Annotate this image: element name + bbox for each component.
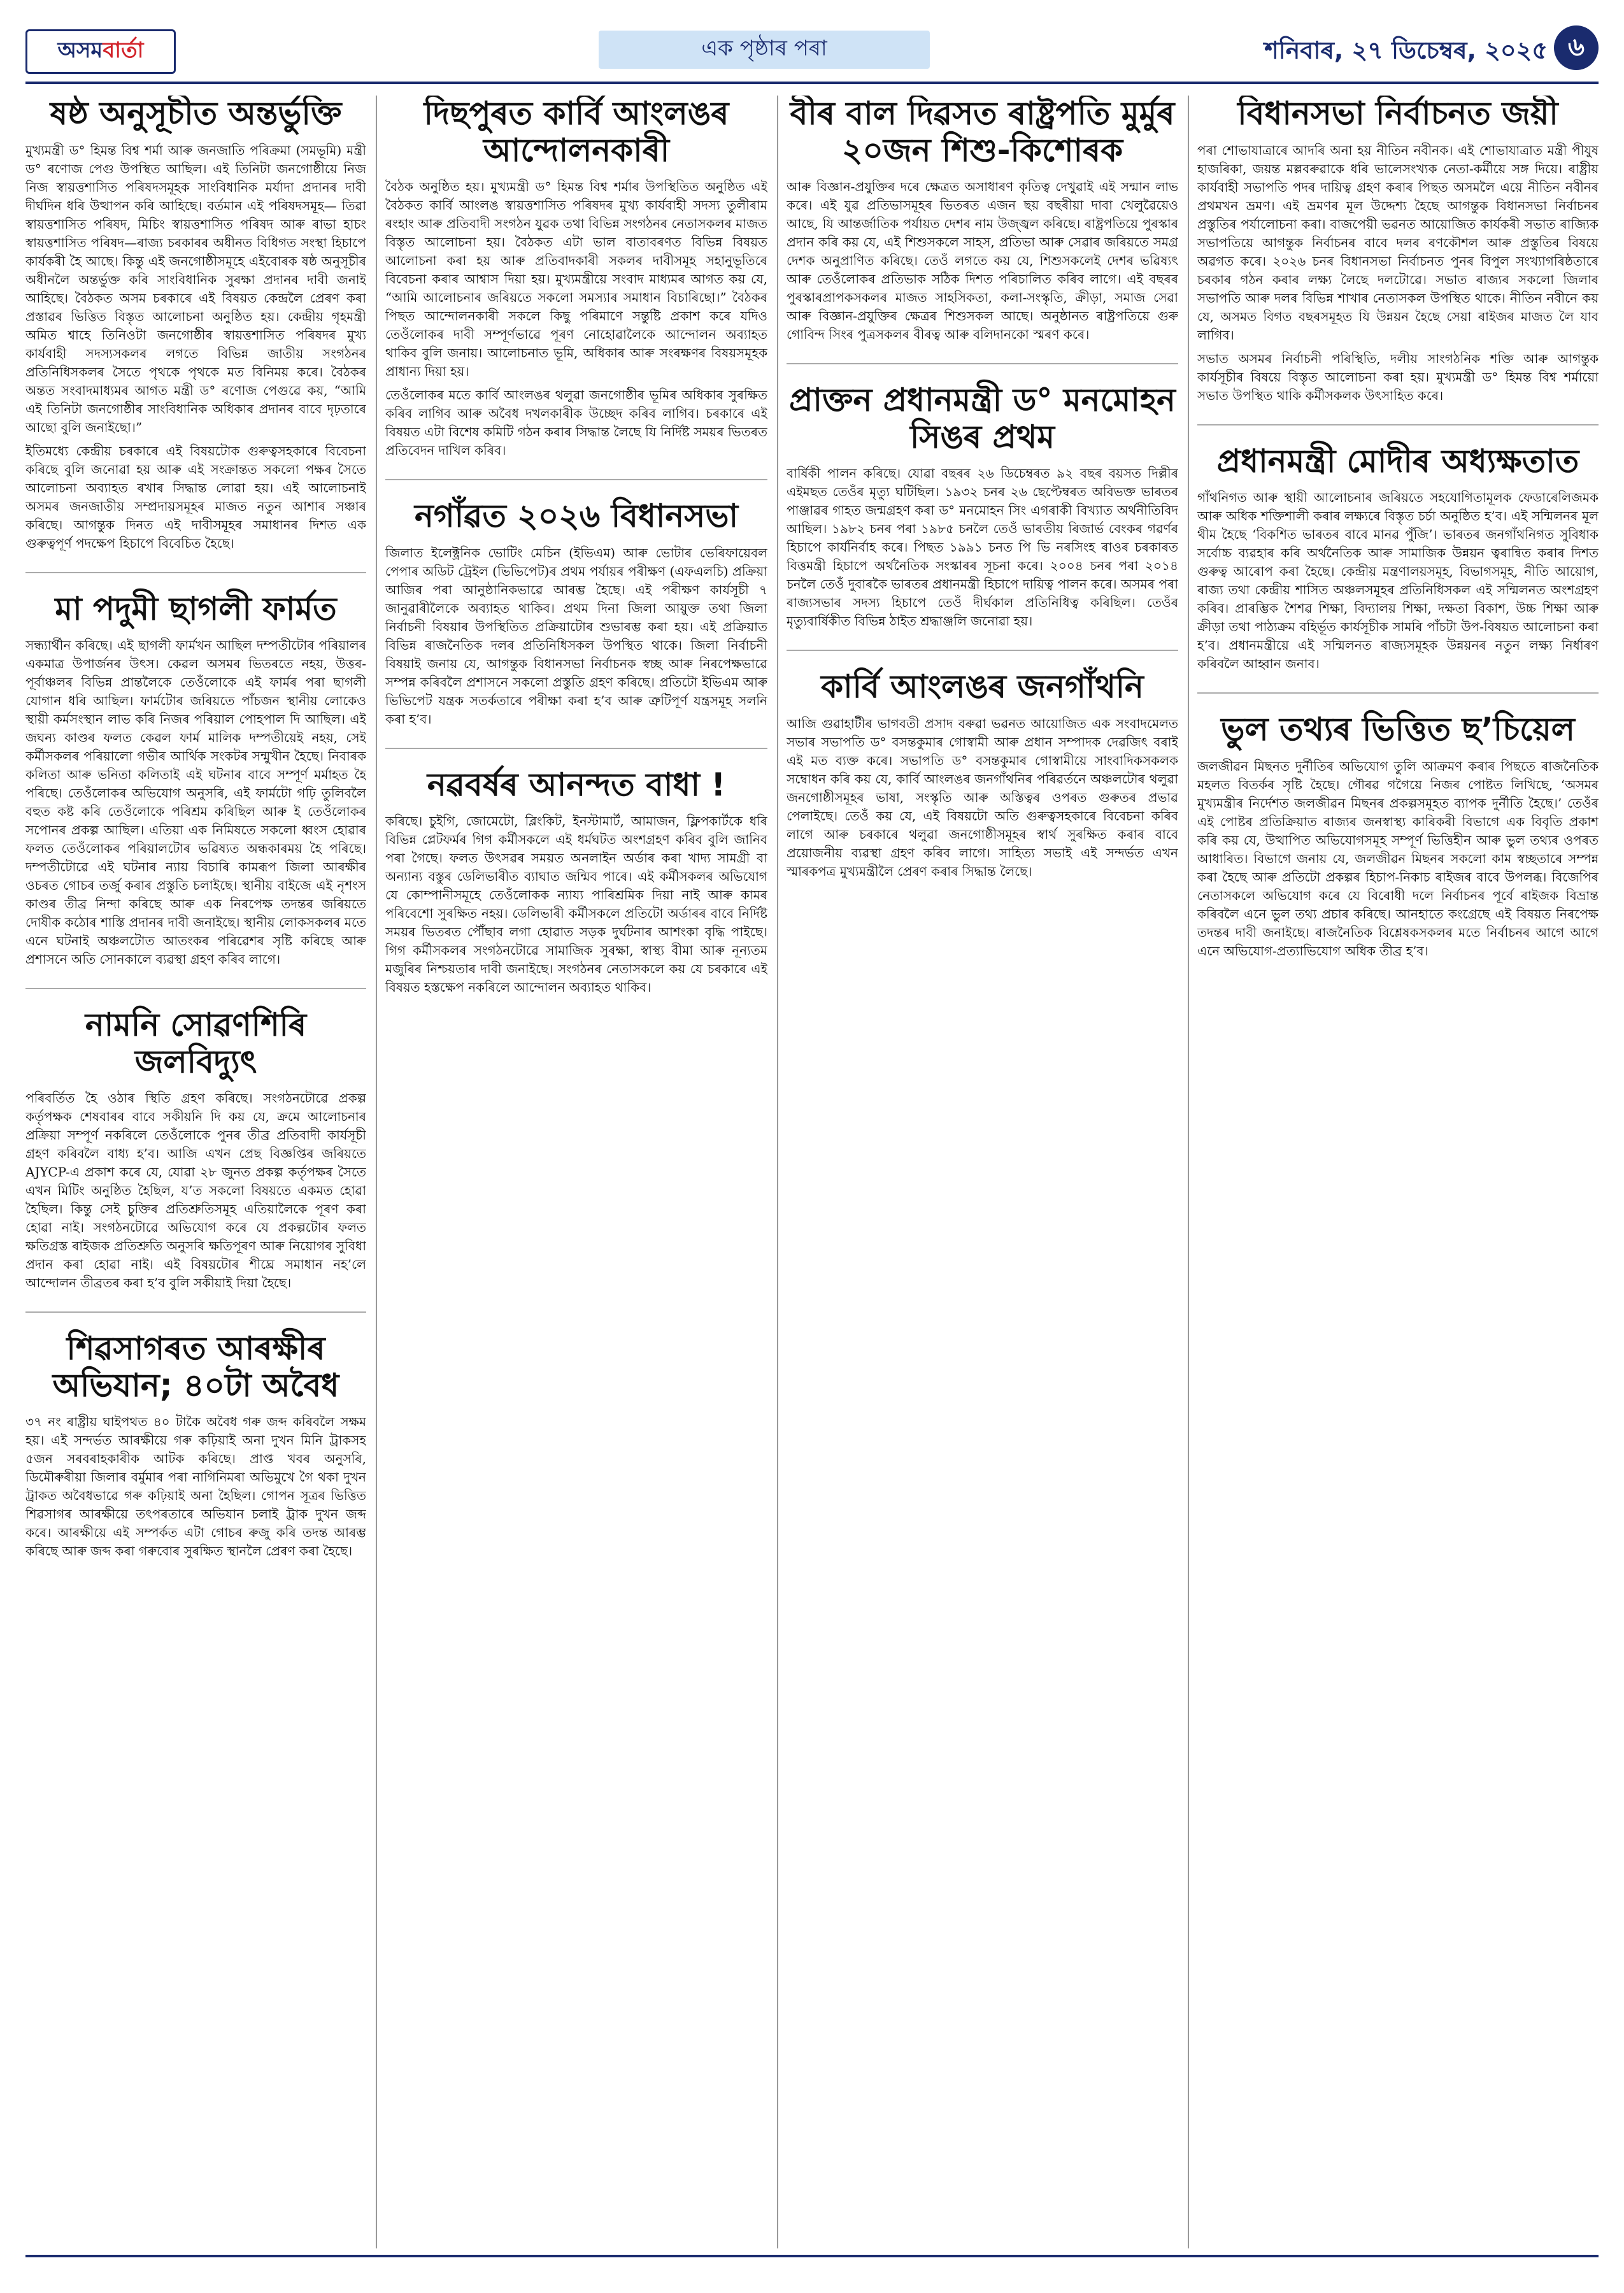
headline: নৱবৰ্ষৰ আনন্দত বাধা ! [427, 766, 726, 803]
story-divider [25, 1311, 366, 1319]
article-karbi-agitators [385, 96, 767, 460]
article-hydro-project [25, 1007, 366, 1292]
article-body: পৰিবৰ্তিত হৈ ওঠাৰ স্থিতি গ্ৰহণ কৰিছে। সংগঠনটোৱে প্ৰকল্প কৰ্তৃপক্ষক শেষবাৰৰ বাবে সকীয়নি দি কয় যে, ক্ৰমে আলোচনাৰ প্ৰক্ৰিয়া সম্পূৰ্ণ নকৰিলে তেওঁলোকে পুনৰ তীব্ৰ প্ৰতিবাদী কাৰ্যসূচী গ্ৰহণ কৰিবলৈ বাধ্য হ’ব। আজি এখন প্ৰেছ বিজ্ঞপ্তিৰ জৰিয়তে AJYCP-এ প্ৰকাশ কৰে যে, যোৱা ২৮ জুনত প্ৰকল্প কৰ্তৃপক্ষৰ সৈতে এখন মিটিং অনুষ্ঠিত হৈছিল, য’ত সকলো বিষয়তে একমত হোৱা হৈছিল। কিন্তু সেই চুক্তিৰ প্ৰতিশ্ৰুতিসমূহ এতিয়ালৈকে পূৰণ কৰা হোৱা নাই। সংগঠনটোৱে অভিযোগ কৰে যে প্ৰকল্পটোৰ ফলত ক্ষতিগ্ৰস্ত ৰাইজক প্ৰতিশ্ৰুতি অনুসৰি ক্ষতিপূৰণ আৰু নিয়োগৰ সুবিধা প্ৰদান কৰা হোৱা নাই। এই বিষয়টোৰ শীঘ্ৰে সমাধান নহ’লে আন্দোলন তীব্ৰতৰ কৰা হ’ব বুলি সকীয়াই দিয়া হৈছে। [25, 1090, 366, 1290]
story-divider [1197, 692, 1599, 700]
article-body: ইতিমধ্যে কেন্দ্ৰীয় চৰকাৰে এই বিষয়টোক গুৰুত্বসহকাৰে বিবেচনা কৰিছে বুলি জনোৱা হয় আৰু এই সংক্ৰান্তত সকলো পক্ষৰ সৈতে আলোচনা অব্যাহত ৰখাৰ সিদ্ধান্ত লোৱা হয়। এই আলোচনাই অসমৰ জনজাতীয় সম্প্ৰদায়সমূহৰ মাজত নতুন আশাৰ সঞ্চাৰ কৰিছে। আগন্তুক দিনত এই দাবীসমূহৰ সমাধানৰ দিশত এক গুৰুত্বপূৰ্ণ পদক্ষেপ হিচাপে বিবেচিত হৈছে। [25, 443, 366, 551]
column-divider [777, 96, 778, 2248]
article-nagaon-election [385, 498, 767, 729]
logo-right-text: বাৰ্তা [103, 37, 144, 63]
headline: বীৰ বাল দিৱসত ৰাষ্ট্ৰপতি মুৰ্মুৰ ২০জন শিশু-কিশোৰক [790, 96, 1175, 169]
article-manmohan-singh [787, 382, 1178, 631]
article-assembly-win [1197, 96, 1599, 405]
section-label: এক পৃষ্ঠাৰ পৰা [599, 31, 930, 69]
headline: প্ৰাক্তন প্ৰধানমন্ত্ৰী ড° মনমোহন সিঙৰ প্ৰথম [789, 382, 1176, 455]
article-body: ৩৭ নং ৰাষ্ট্ৰীয় ঘাইপথত ৪০ টাকৈ অবৈধ গৰু জব্দ কৰিবলৈ সক্ষম হয়। এই সন্দৰ্ভত আৰক্ষীয়ে গৰু কঢ়িয়াই অনা দুখন মিনি ট্ৰাকসহ ৫জন সৰবৰাহকাৰীক আটক কৰিছে। প্ৰাপ্ত খবৰ অনুসৰি, ডিমৌৰুৰীয়া জিলাৰ বৰ্মুমাৰ পৰা নাগিনিমৰা অভিমুখে গৈ থকা দুখন ট্ৰাকত অবৈধভাৱে গৰু কঢ়িয়াই অনা হৈছিল। গোপন সূত্ৰৰ ভিত্তিত শিৱসাগৰ আৰক্ষীয়ে তৎপৰতাৰে অভিযান চলাই ট্ৰাক দুখন জব্দ কৰে। আৰক্ষীয়ে এই সম্পৰ্কত এটা গোচৰ ৰুজু কৰি তদন্ত আৰম্ভ কৰিছে আৰু জব্দ কৰা গৰুবোৰ সুৰক্ষিত স্থানলৈ প্ৰেৰণ কৰা হৈছে। [25, 1414, 366, 1559]
headline: ষষ্ঠ অনুসূচীত অন্তৰ্ভুক্তি [50, 96, 342, 132]
article-body: তেওঁলোকৰ মতে কাৰ্বি আংলঙৰ থলুৱা জনগোষ্ঠীৰ ভূমিৰ অধিকাৰ সুৰক্ষিত কৰিব লাগিব আৰু অবৈধ দখলকাৰীক উচ্ছেদ কৰিব লাগিব। চৰকাৰে এই বিষয়ত এটা বিশেষ কমিটি গঠন কৰাৰ সিদ্ধান্ত লৈছে যি নিৰ্দিষ্ট সময়ৰ ভিতৰত প্ৰতিবেদন দাখিল কৰিব। [385, 387, 767, 458]
article-body: আজি গুৱাহাটীৰ ভাগবতী প্ৰসাদ বৰুৱা ভৱনত আয়োজিত এক সংবাদমেলত সভাৰ সভাপতি ড° বসন্তকুমাৰ গোস্বামী আৰু প্ৰধান সম্পাদক দেৱজিৎ বৰাই এই মত ব্যক্ত কৰে। সভাপতি ড° বসন্তকুমাৰ গোস্বামীয়ে সাংবাদিকসকলক সম্বোধন কৰি কয় যে, কাৰ্বি আংলঙৰ জনগাঁথনিৰ পৰিৱৰ্তনে অঞ্চলটোৰ থলুৱা জনগোষ্ঠীসমূহৰ ভাষা, সংস্কৃতি আৰু অস্তিত্বৰ ওপৰত গুৰুতৰ প্ৰভাৱ পেলাইছে। তেওঁ কয় যে, এই বিষয়টো অতি গুৰুত্বসহকাৰে বিবেচনা কৰিব লাগে আৰু চৰকাৰে থলুৱা জনগোষ্ঠীসমূহৰ স্বাৰ্থ সুৰক্ষিত কৰাৰ বাবে প্ৰয়োজনীয় ব্যৱস্থা গ্ৰহণ কৰিব লাগে। সাহিত্য সভাই এই সন্দৰ্ভত এখন স্মাৰকপত্ৰ মুখ্যমন্ত্ৰীলৈ প্ৰেৰণ কৰাৰ সিদ্ধান্ত লৈছে। [787, 715, 1178, 879]
headline: দিছপুৰত কাৰ্বি আংলঙৰ আন্দোলনকাৰী [424, 96, 729, 169]
column-3 [787, 96, 1178, 2248]
story-divider [787, 363, 1178, 371]
headline: কাৰ্বি আংলঙৰ জনগাঁথনি [821, 668, 1144, 705]
dateline: শনিবাৰ, ২৭ ডিচেম্বৰ, ২০২৫ [1264, 36, 1548, 64]
headline: মা পদুমী ছাগলী ফাৰ্মত [55, 590, 337, 627]
newspaper-logo [25, 29, 176, 74]
article-body: জলজীৱন মিছনত দুৰ্নীতিৰ অভিযোগ তুলি আক্ৰমণ কৰাৰ পিছতে ৰাজনৈতিক মহলত বিতৰ্কৰ সৃষ্টি হৈছে। গৌৰৱ গগৈয়ে নিজৰ পোষ্টত লিখিছে, ‘অসমৰ মুখ্যমন্ত্ৰীৰ নিৰ্দেশত জলজীৱন মিছনৰ প্ৰকল্পসমূহত ব্যাপক দুৰ্নীতি হৈছে।’ তেওঁৰ এই পোষ্টৰ প্ৰতিক্ৰিয়াত ৰাজ্যৰ জনস্বাস্থ্য কাৰিকৰী বিভাগে এক বিবৃতি প্ৰকাশ কৰি কয় যে, উত্থাপিত অভিযোগসমূহ সম্পূৰ্ণ ভিত্তিহীন আৰু ভুল তথ্যৰ ওপৰত আধাৰিত। বিভাগে জনায় যে, জলজীৱন মিছনৰ সকলো কাম স্বচ্ছতাৰে সম্পন্ন কৰা হৈছে আৰু প্ৰতিটো প্ৰকল্পৰ হিচাপ-নিকাচ ৰাইজৰ বাবে উপলব্ধ। বিজেপিৰ নেতাসকলে অভিযোগ কৰে যে বিৰোধী দলে নিৰ্বাচনৰ পূৰ্বে ৰাইজক বিভ্ৰান্ত কৰিবলৈ এনে ভুল তথ্য প্ৰচাৰ কৰিছে। আনহাতে কংগ্ৰেছে এই বিষয়ত নিৰপেক্ষ তদন্তৰ দাবী জনাইছে। ৰাজনৈতিক বিশ্লেষকসকলৰ মতে নিৰ্বাচনৰ আগে আগে এনে অভিযোগ-প্ৰত্যাভিযোগ অধিক তীব্ৰ হ’ব। [1197, 758, 1599, 959]
story-divider [1197, 424, 1599, 432]
article-social-media [1197, 711, 1599, 961]
article-body: সভাত অসমৰ নিৰ্বাচনী পৰিস্থিতি, দলীয় সাংগঠনিক শক্তি আৰু আগন্তুক কাৰ্যসূচীৰ বিষয়ে বিস্তৃত আলোচনা কৰা হয়। মুখ্যমন্ত্ৰী ড° হিমন্ত বিশ্ব শৰ্মায়ো সভাত উপস্থিত থাকি কৰ্মীসকলক উৎসাহিত কৰে। [1197, 350, 1599, 403]
column-divider [376, 96, 377, 2248]
story-divider [385, 748, 767, 755]
masthead [25, 25, 1599, 76]
article-body: মুখ্যমন্ত্ৰী ড° হিমন্ত বিশ্ব শৰ্মা আৰু জনজাতি পৰিক্ৰমা (সমভূমি) মন্ত্ৰী ড° ৰণোজ পেগু উপস্থিত আছিল। এই তিনিটা জনগোষ্ঠীয়ে নিজ নিজ স্বায়ত্তশাসিত পৰিষদসমূহক সাংবিধানিক মৰ্যাদা প্ৰদানৰ দাবী দীৰ্ঘদিন ধৰি উত্থাপন কৰি আহিছে। বৰ্তমান এই পৰিষদসমূহ— তিৱা স্বায়ত্তশাসিত পৰিষদ, মিচিং স্বায়ত্তশাসিত পৰিষদ আৰু ৰাভা হাচং স্বায়ত্তশাসিত পৰিষদ—ৰাজ্য চৰকাৰৰ অধীনত বিধিগত সংস্থা হিচাপে কাৰ্যকৰী হৈ আছে। কিন্তু এই জনগোষ্ঠীসমূহে এইবোৰক ষষ্ঠ অনুসূচীৰ অধীনলৈ অন্তৰ্ভুক্ত কৰি সাংবিধানিক সুৰক্ষা প্ৰদানৰ দাবী জনাই আহিছে। বৈঠকত অসম চৰকাৰে এই বিষয়ত কেন্দ্ৰলৈ প্ৰেৰণ কৰা প্ৰস্তাৱৰ ভিত্তিত বিস্তৃত আলোচনা অনুষ্ঠিত হয়। কেন্দ্ৰীয় গৃহমন্ত্ৰী অমিত শ্বাহে তিনিওটা জনগোষ্ঠীৰ স্বায়ত্তশাসিত পৰিষদৰ মুখ্য কাৰ্যবাহী সদস্যসকলৰ লগতে বিভিন্ন জাতীয় সংগঠনৰ প্ৰতিনিধিসকলৰ সৈতে পৃথকে পৃথকে মত বিনিময় কৰে। বৈঠকৰ অন্তত সংবাদমাধ্যমৰ আগত মন্ত্ৰী ড° ৰণোজ পেগুৱে কয়, “আমি এই তিনিটা জনগোষ্ঠীৰ সাংবিধানিক অধিকাৰ প্ৰদানৰ বাবে দৃঢ়তাৰে আছো বুলি জনাইছো।” [25, 142, 366, 435]
article-pm-modi [1197, 443, 1599, 674]
article-body: বাৰ্ষিকী পালন কৰিছে। যোৱা বছৰৰ ২৬ ডিচেম্বৰত ৯২ বছৰ বয়সত দিল্লীৰ এইমছত তেওঁৰ মৃত্যু ঘটিছিল। ১৯৩২ চনৰ ২৬ ছেপ্টেম্বৰত অবিভক্ত ভাৰতৰ পাঞ্জাৱৰ গাহত জন্মগ্ৰহণ কৰা ড° মনমোহন সিং এগৰাকী বিখ্যাত অৰ্থনীতিবিদ আছিল। ১৯৮২ চনৰ পৰা ১৯৮৫ চনলৈ তেওঁ ভাৰতীয় ৰিজাৰ্ভ বেংকৰ গৱৰ্ণৰ হিচাপে কাৰ্যনিৰ্বাহ কৰে। পিছত ১৯৯১ চনত পি ভি নৰসিংহ ৰাওৰ চৰকাৰত বিত্তমন্ত্ৰী হিচাপে অৰ্থনৈতিক সংস্কাৰৰ সূচনা কৰে। ২০০৪ চনৰ পৰা ২০১৪ চনলৈ তেওঁ দুবাৰকৈ ভাৰতৰ প্ৰধানমন্ত্ৰী হিচাপে দায়িত্ব পালন কৰে। অসমৰ পৰা ৰাজ্যসভাৰ সদস্য হিচাপে তেওঁ দীৰ্ঘকাল প্ৰতিনিধিত্ব কৰিছিল। তেওঁৰ মৃত্যুবাৰ্ষিকীত বিভিন্ন ঠাইত শ্ৰদ্ধাঞ্জলি জনোৱা হয়। [787, 466, 1178, 629]
masthead-rule [25, 82, 1599, 84]
article-new-year-strike [385, 767, 767, 997]
article-body: আৰু বিজ্ঞান-প্ৰযুক্তিৰ দৰে ক্ষেত্ৰত অসাধাৰণ কৃতিত্ব দেখুৱাই এই সন্মান লাভ কৰে। এই যুৱ প্ৰতিভাসমূহৰ ভিতৰত এজন ছয় বছৰীয়া দাবা খেলুৱৈয়েও আছে, যি আন্তৰ্জাতিক পৰ্যায়ত দেশৰ নাম উজ্জ্বল কৰিছে। ৰাষ্ট্ৰপতিয়ে পুৰস্কাৰ প্ৰদান কৰি কয় যে, এই শিশুসকলে সাহস, প্ৰতিভা আৰু সেৱাৰ জৰিয়তে সমগ্ৰ দেশক অনুপ্ৰাণিত কৰিছে। তেওঁ লগতে কয় যে, শিশুসকলেই দেশৰ ভৱিষ্যৎ আৰু তেওঁলোকৰ প্ৰতিভাক সঠিক দিশত পৰিচালিত কৰিব লাগে। এই বছৰৰ পুৰস্কাৰপ্ৰাপকসকলৰ মাজত সাহসিকতা, কলা-সংস্কৃতি, ক্ৰীড়া, সমাজ সেৱা আৰু বিজ্ঞান-প্ৰযুক্তিৰ ক্ষেত্ৰৰ শিশুসকল আছে। অনুষ্ঠানত ৰাষ্ট্ৰপতিয়ে গুৰু গোবিন্দ সিংৰ পুত্ৰসকলৰ বীৰত্ব আৰু বলিদানকো স্মৰণ কৰে। [787, 179, 1178, 342]
article-body: বৈঠক অনুষ্ঠিত হয়। মুখ্যমন্ত্ৰী ড° হিমন্ত বিশ্ব শৰ্মাৰ উপস্থিতিত অনুষ্ঠিত এই বৈঠকত কাৰ্বি আংলঙ স্বায়ত্তশাসিত পৰিষদৰ মুখ্য কাৰ্যবাহী সদস্য তুলীৰাম ৰংহাং আৰু প্ৰতিবাদী সংগঠন যুৱক তথা বিভিন্ন সংগঠনৰ নেতাসকলৰ মাজত বিস্তৃত আলোচনা হয়। বৈঠকত এটা ভাল বাতাবৰণত বিভিন্ন বিষয়ত আলোচনা কৰা হয় আৰু প্ৰতিবাদকাৰী সকলৰ দাবীসমূহ সহানুভূতিৰে বিবেচনা কৰাৰ আশ্বাস দিয়া হয়। মুখ্যমন্ত্ৰীয়ে সংবাদ মাধ্যমৰ আগত কয় যে, “আমি আলোচনাৰ জৰিয়তে সকলো সমস্যাৰ সমাধান বিচাৰিছো।” বৈঠকৰ পিছত আন্দোলনকাৰী সকলে কিছু পৰিমাণে সন্তুষ্টি প্ৰকাশ কৰে যদিও তেওঁলোকৰ দাবী সম্পূৰ্ণভাৱে পূৰণ নোহোৱালৈকে আন্দোলন অব্যাহত থাকিব বুলি জনায়। আলোচনাত ভূমি, অধিকাৰ আৰু সংৰক্ষণৰ বিষয়সমূহক প্ৰাধান্য দিয়া হয়। [385, 179, 767, 379]
page-number-badge: ৬ [1554, 25, 1599, 70]
logo-left-text: অসম [57, 37, 103, 63]
article-body: কৰিছে। চুইগি, জোমেটো, ব্লিংকিট, ইনস্টামাৰ্ট, আমাজন, ফ্লিপকাৰ্টকে ধৰি বিভিন্ন প্লেটফৰ্মৰ গিগ কৰ্মীসকলে এই ধৰ্মঘটত অংশগ্ৰহণ কৰিব বুলি জানিব পৰা গৈছে। ফলত উৎসৱৰ সময়ত অনলাইন অৰ্ডাৰ কৰা খাদ্য সামগ্ৰী বা অন্যান্য বস্তুৰ ডেলিভাৰীত ব্যাঘাত জন্মিব পাৰে। এই কৰ্মীসকলৰ অভিযোগ যে কোম্পানীসমূহে তেওঁলোকক ন্যায্য পাৰিশ্ৰমিক দিয়া নাই আৰু কামৰ পৰিবেশো সুৰক্ষিত নহয়। ডেলিভাৰী কৰ্মীসকলে প্ৰতিটো অৰ্ডাৰৰ বাবে নিৰ্দিষ্ট সময়ৰ ভিতৰত পৌঁছাব লগা হোৱাত সড়ক দুৰ্ঘটনাৰ আশংকা বৃদ্ধি পাইছে। গিগ কৰ্মীসকলৰ সংগঠনটোৱে সামাজিক সুৰক্ষা, স্বাস্থ্য বীমা আৰু নূন্যতম মজুৰিৰ নিশ্চয়তাৰ দাবী জনাইছে। সংগঠনৰ নেতাসকলে কয় যে চৰকাৰে এই বিষয়ত হস্তক্ষেপ নকৰিলে আন্দোলন অব্যাহত থাকিব। [385, 813, 767, 995]
story-divider [25, 572, 366, 580]
story-divider [25, 988, 366, 996]
story-divider [787, 650, 1178, 657]
headline: নামনি সোৱণশিৰি জলবিদ্যুৎ [85, 1006, 307, 1080]
headline: শিৱসাগৰত আৰক্ষীৰ অভিযান; ৪০টা অবৈধ [52, 1330, 339, 1404]
column-4 [1197, 96, 1599, 2248]
article-body: সন্ধ্যাৰ্থীন কৰিছে। এই ছাগলী ফাৰ্মখন আছিল দম্পতীটোৰ পৰিয়ালৰ একমাত্ৰ উপাৰ্জনৰ উৎস। কেৱল অসমৰ ভিতৰতে নহয়, উত্তৰ-পূৰ্বাঞ্চলৰ বিভিন্ন প্ৰান্তলৈকে তেওঁলোকে এই ফাৰ্মৰ পৰা ছাগলী যোগান ধৰি আছিল। ফাৰ্মটোৰ জৰিয়তে পাঁচজন স্থানীয় লোকেও স্থায়ী কৰ্মসংস্থান লাভ কৰি নিজৰ পৰিয়াল পোহপাল দি আছিল। এই জঘন্য কাণ্ডৰ ফলত কেৱল ফাৰ্ম মালিক দম্পতীয়েই নহয়, সেই কৰ্মীসকলৰ পৰিয়ালো গভীৰ আৰ্থিক সংকটৰ সন্মুখীন হৈছে। নিবাৰক কলিতা আৰু ভনিতা কলিতাই এই ঘটনাৰ বাবে সম্পূৰ্ণ মৰ্মাহত হৈ পৰিছে। তেওঁলোকৰ অভিযোগ অনুসৰি, এই ফাৰ্মটো গঢ়ি তুলিবলৈ বহুত কষ্ট কৰি তেওঁলোকে পৰিশ্ৰম কৰিছিল আৰু ই তেওঁলোকৰ সপোনৰ প্ৰকল্প আছিল। এতিয়া এক নিমিষতে সকলো ধ্বংস হোৱাৰ ফলত তেওঁলোকৰ পৰিয়ালটোৰ ভৱিষ্যত অন্ধকাৰময় হৈ পৰিছে। দম্পতীটোৱে এই ঘটনাৰ ন্যায় বিচাৰি কামৰূপ জিলা আৰক্ষীৰ ওচৰত গোচৰ তৰ্জু কৰাৰ প্ৰস্তুতি চলাইছে। স্থানীয় বাইজে এই নৃশংস কাণ্ডৰ তীব্ৰ নিন্দা কৰিছে আৰু এক নিৰপেক্ষ তদন্তৰ জৰিয়তে দোষীক কঠোৰ শাস্তি প্ৰদানৰ দাবী জনাইছে। স্থানীয় লোকসকলৰ মতে এনে ঘটনাই অঞ্চলটোত আতংকৰ পৰিৱেশৰ সৃষ্টি কৰিছে আৰু প্ৰশাসনে অতি সোনকালে ব্যৱস্থা গ্ৰহণ কৰিব লাগে। [25, 638, 366, 967]
article-veer-baal-diwas [787, 96, 1178, 344]
article-goat-farm [25, 591, 366, 969]
headline: প্ৰধানমন্ত্ৰী মোদীৰ অধ্যক্ষতাত [1216, 442, 1579, 480]
article-body: পৰা শোভাযাত্ৰাৰে আদৰি অনা হয় নীতিন নবীনক। এই শোভাযাত্ৰাত মন্ত্ৰী পীযুষ হাজৰিকা, জয়ন্ত মল্লবৰুৱাকে ধৰি ভালেসংখ্যক নেতা-কৰ্মীয়ে সঙ্গ দিয়ে। ৰাষ্ট্ৰীয় কাৰ্যবাহী সভাপতি পদৰ দায়িত্ব গ্ৰহণ কৰাৰ পিছত অসমলৈ এয়ে নীতিন নবীনৰ প্ৰথমখন ভ্ৰমণ। এই ভ্ৰমণৰ মূল উদ্দেশ্য হৈছে আগন্তুক বিধানসভা নিৰ্বাচনৰ প্ৰস্তুতিৰ পৰ্যালোচনা কৰা। বাজপেয়ী ভৱনত আয়োজিত কাৰ্যকৰী সভাত ৰাজ্যিক সভাপতিয়ে আগন্তুক নিৰ্বাচনৰ বাবে দলৰ ৰণকৌশল আৰু প্ৰস্তুতিৰ বিষয়ে অৱগত কৰে। ২০২৬ চনৰ বিধানসভা নিৰ্বাচনত পুনৰ বিপুল সংখ্যাগৰিষ্ঠতাৰে চৰকাৰ গঠন কৰাৰ লক্ষ্য লৈছে দলটোৱে। সভাত ৰাজ্যৰ সকলো জিলাৰ সভাপতি আৰু দলৰ বিভিন্ন শাখাৰ নেতাসকল উপস্থিত থাকে। নীতিন নবীনে কয় যে, অসমত বিগত বছৰসমূহত যি উন্নয়ন হৈছে সেয়া ৰাইজৰ মাজত লৈ যাব লাগিব। [1197, 142, 1599, 343]
headline: ভুল তথ্যৰ ভিত্তিত ছ’চিয়েল [1221, 711, 1575, 748]
headline: নগাঁৱত ২০২৬ বিধানসভা [414, 497, 739, 534]
column-divider [1188, 96, 1189, 2248]
column-1 [25, 96, 366, 2248]
column-2 [385, 96, 767, 2248]
article-sixth-schedule [25, 96, 366, 553]
headline: বিধানসভা নিৰ্বাচনত জয়ী [1237, 96, 1558, 132]
story-divider [385, 479, 767, 487]
footer-rule [25, 2255, 1599, 2257]
article-body: জিলাত ইলেক্ট্ৰনিক ভোটিং মেচিন (ইভিএম) আৰু ভোটাৰ ভেৰিফায়েবল পেপাৰ অডিট ট্ৰেইল (ভিভিপেট)ৰ প্ৰথম পৰ্যায়ৰ পৰীক্ষণ (এফএলচি) প্ৰক্ৰিয়া আজিৰ পৰা আনুষ্ঠানিকভাৱে আৰম্ভ হৈছে। এই পৰীক্ষণ কাৰ্যসূচী ৭ জানুৱাৰীলৈকে অব্যাহত থাকিব। প্ৰথম দিনা জিলা আয়ুক্ত তথা জিলা নিৰ্বাচনী বিষয়াৰ উপস্থিতিত প্ৰক্ৰিয়াটোৰ শুভাৰম্ভ কৰা হয়। এই প্ৰক্ৰিয়াত বিভিন্ন ৰাজনৈতিক দলৰ প্ৰতিনিধিসকল উপস্থিত থাকে। জিলা নিৰ্বাচনী বিষয়াই জনায় যে, আগন্তুক বিধানসভা নিৰ্বাচনক স্বচ্ছ আৰু নিৰপেক্ষভাৱে সম্পন্ন কৰিবলৈ প্ৰশাসনে সকলো প্ৰস্তুতি গ্ৰহণ কৰিছে। প্ৰতিটো ইভিএম আৰু ভিভিপেট যন্ত্ৰক সতৰ্কতাৰে পৰীক্ষা কৰা হ’ব আৰু ত্ৰুটিপূৰ্ণ যন্ত্ৰসমূহ সলনি কৰা হ’ব। [385, 545, 767, 727]
article-sivasagar-police [25, 1331, 366, 1561]
article-body: গাঁথনিগত আৰু স্থায়ী আলোচনাৰ জৰিয়তে সহযোগিতামূলক ফেডাৰেলিজমক আৰু অধিক শক্তিশালী কৰাৰ লক্ষ্যৰে বিস্তৃত চৰ্চা অনুষ্ঠিত হ’ব। এই সন্মিলনৰ মূল থীম হৈছে ‘বিকশিত ভাৰতৰ বাবে মানৱ পুঁজি’। ভাৰতৰ জনগাঁথনিগত সুবিধাক সৰ্বোচ্চ ব্যৱহাৰ কৰি অৰ্থনৈতিক আৰু সামাজিক উন্নয়ন ত্বৰান্বিত কৰাৰ দিশত গুৰুত্ব আৰোপ কৰা হৈছে। কেন্দ্ৰীয় মন্ত্ৰণালয়সমূহ, বিভাগসমূহ, নীতি আয়োগ, ৰাজ্য তথা কেন্দ্ৰীয় শাসিত অঞ্চলসমূহৰ প্ৰতিনিধিসকল এই সন্মিলনত অংশগ্ৰহণ কৰিব। প্ৰাৰম্ভিক শৈশৱ শিক্ষা, বিদ্যালয় শিক্ষা, দক্ষতা বিকাশ, উচ্চ শিক্ষা আৰু ক্ৰীড়া তথা পাঠ্যক্ৰম বহিৰ্ভূত কাৰ্যসূচীক সামৰি পাঁচটা উপ-বিষয়ত আলোচনা কৰা হ’ব। প্ৰধানমন্ত্ৰীয়ে এই সন্মিলনত ৰাজ্যসমূহক উন্নয়নৰ নতুন লক্ষ্য নিৰ্ধাৰণ কৰিবলৈ আহ্বান জনাব। [1197, 490, 1599, 671]
article-karbi-demography [787, 669, 1178, 881]
